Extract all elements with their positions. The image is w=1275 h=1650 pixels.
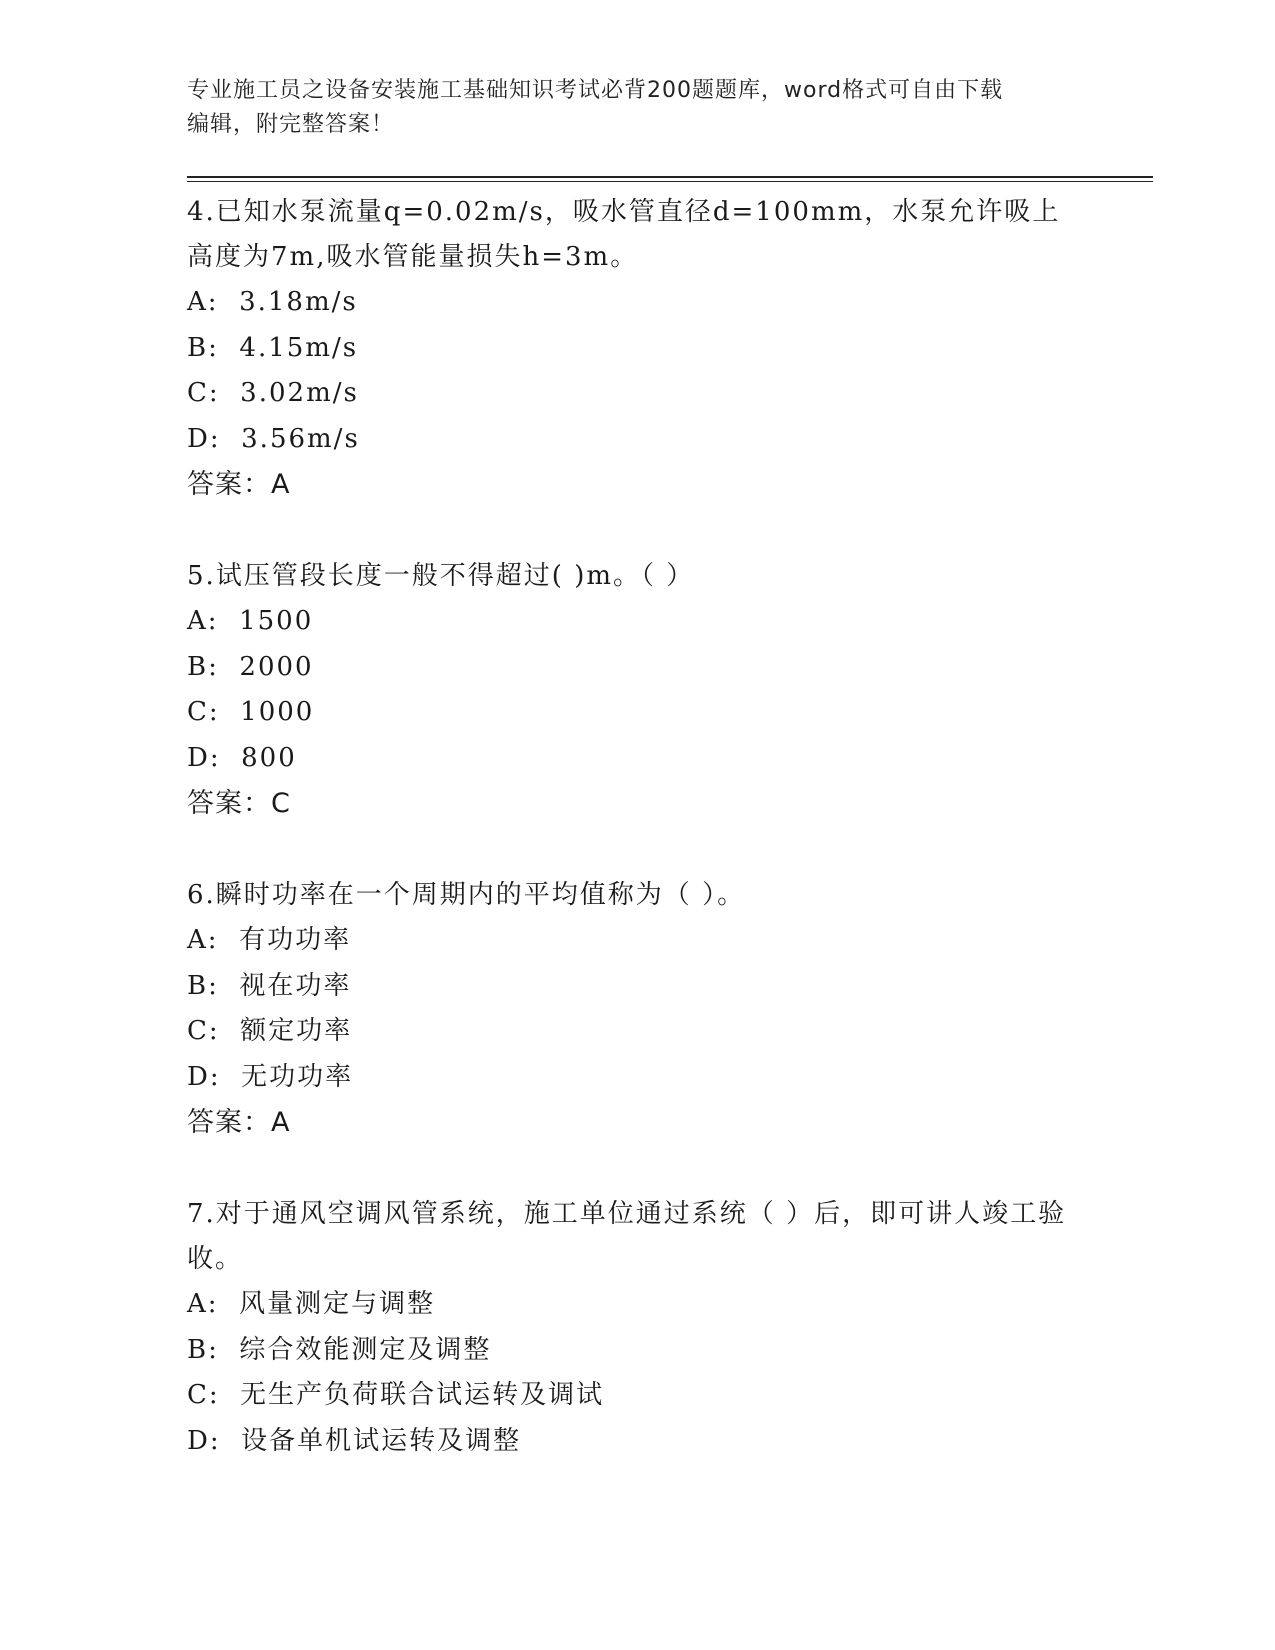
question-text: 7.对于通风空调风管系统，施工单位通过系统（ ）后，即可讲人竣工验收。 (187, 1199, 1067, 1274)
question-7 (187, 1192, 1087, 1464)
option-a: A: 风量测定与调整 (187, 1289, 436, 1319)
option-b: B: 视在功率 (187, 970, 352, 1001)
option-a: A: 1500 (187, 606, 314, 636)
option-d: D: 800 (187, 742, 297, 773)
option-a: A: 有功功率 (187, 925, 352, 955)
header-divider-thin (187, 181, 1153, 182)
option-b: B: 4.15m/s (187, 332, 359, 363)
question-6 (187, 873, 1087, 1146)
option-a: A: 3.18m/s (187, 287, 358, 317)
question-list (187, 190, 1087, 1510)
answer-label: 答案：C (187, 788, 291, 819)
option-b: B: 2000 (187, 651, 314, 682)
question-text: 4.已知水泵流量q=0.02m/s，吸水管直径d=100mm，水泵允许吸上高度为7m,吸水管能量损失h=3m。 (187, 197, 1061, 272)
answer-label: 答案：A (187, 469, 291, 500)
option-b: B: 综合效能测定及调整 (187, 1334, 492, 1365)
option-c: C: 无生产负荷联合试运转及调试 (187, 1380, 605, 1410)
header-divider-thick (187, 176, 1153, 178)
option-c: C: 1000 (187, 697, 315, 727)
option-d: D: 设备单机试运转及调整 (187, 1425, 522, 1456)
answer-label: 答案：A (187, 1107, 291, 1138)
document-header (187, 74, 1067, 142)
option-c: C: 3.02m/s (187, 378, 359, 408)
question-text: 6.瞬时功率在一个周期内的平均值称为（ ）。 (187, 880, 746, 910)
option-d: D: 3.56m/s (187, 423, 360, 454)
option-d: D: 无功功率 (187, 1061, 354, 1092)
header-line-1: 专业施工员之设备安装施工基础知识考试必背200题题库，word格式可自由下载 (187, 78, 1004, 103)
header-line-2: 编辑，附完整答案！ (187, 112, 395, 137)
question-text: 5.试压管段长度一般不得超过( )m。（ ） (187, 561, 695, 591)
option-c: C: 额定功率 (187, 1016, 353, 1046)
question-4 (187, 190, 1087, 508)
question-5 (187, 554, 1087, 827)
